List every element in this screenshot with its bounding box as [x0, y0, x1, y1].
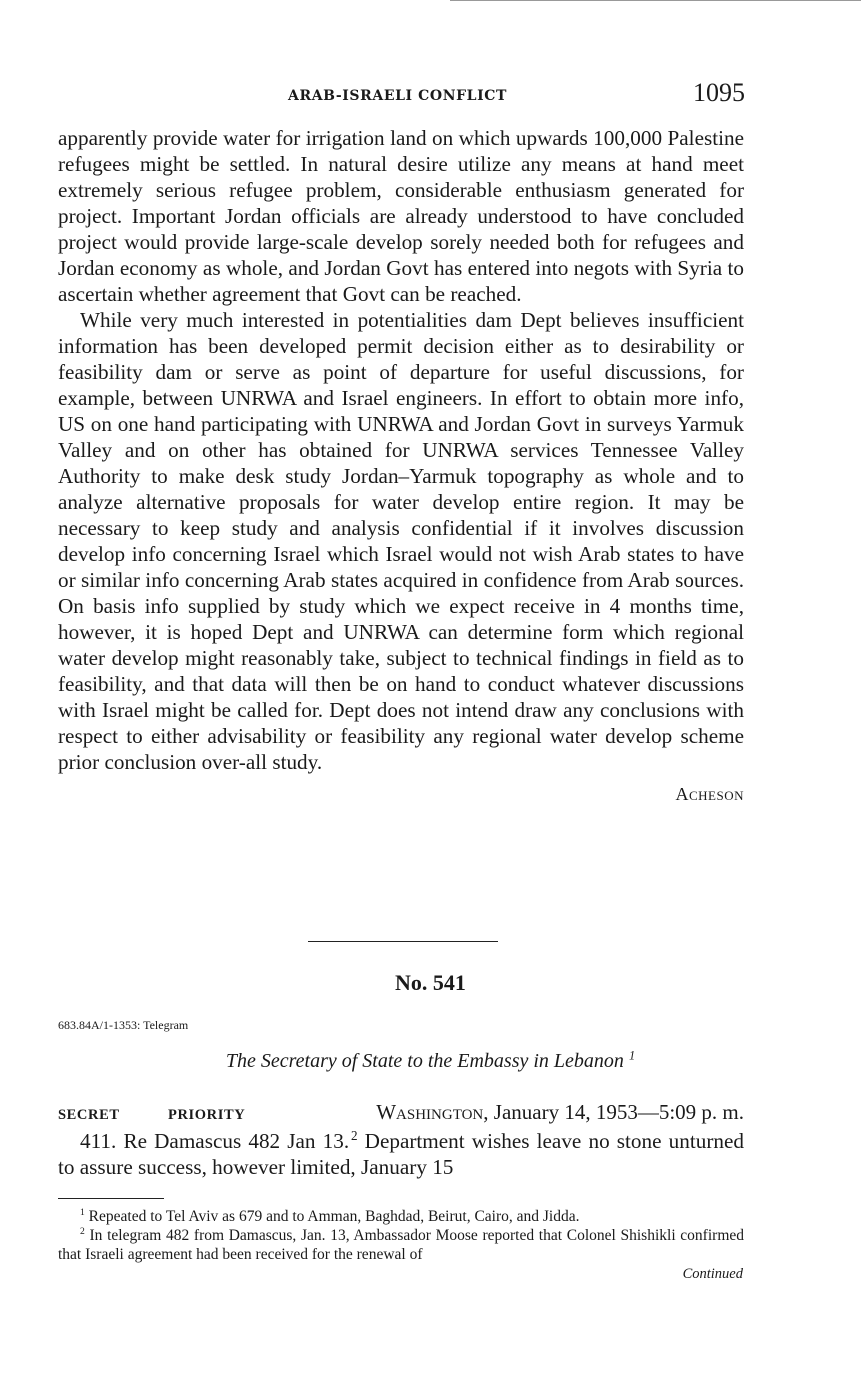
signature: Acheson — [675, 784, 744, 804]
top-edge-rule — [450, 0, 861, 1]
footnote-2-text: In telegram 482 from Damascus, Jan. 13, Ambassador Moose reported that Colonel Shishikli confirmed that Israeli agreement had been received for the renewal of — [58, 1227, 744, 1263]
paragraph-2: While very much interested in potentialities dam Dept believes insufficient information has been developed permit decision either as to desirability or feasibility dam or serve as point of departure for useful discussions, for example, between UNRWA and Israel engineers. In effort to obtain more info, US on one hand participating with UNRWA and Jordan Govt in surveys Yarmuk Valley and on other has obtained for UNRWA services Tennessee Valley Authority to make desk study Jordan–Yarmuk topography as whole and to analyze alternative proposals for water develop entire region. It may be necessary to keep study and analysis confidential if it involves discussion develop info concerning Israel which Israel would not wish Arab states to have or similar info concerning Arab states acquired in confidence from Arab sources. On basis info supplied by study which we expect receive in 4 months time, however, it is hoped Dept and UNRWA can determine form which regional water develop might reasonably take, subject to technical findings in field as to feasibility, and that data will then be on hand to conduct whatever discussions with Israel might be called for. Dept does not intend draw any conclusions with respect to either advisability or feasibility any regional water develop scheme prior conclusion over-all study. — [58, 308, 744, 774]
telegram-start: 411. Re Damascus 482 Jan 13. — [80, 1129, 350, 1153]
telegram-rest: Department wishes leave no stone unturned to assure success, however limited, January 15 — [58, 1129, 744, 1179]
footnote-2-marker: 2 — [80, 1225, 85, 1237]
footnote-1-marker: 1 — [80, 1206, 85, 1218]
telegram-text — [58, 1128, 744, 1180]
document-title — [0, 1050, 861, 1073]
classification: SECRET — [58, 1107, 120, 1123]
footnote-ref-1: 1 — [628, 1048, 636, 1063]
footnote-rule — [58, 1198, 164, 1199]
precedence: PRIORITY — [168, 1107, 246, 1123]
date-time: , January 14, 1953—5:09 p. m. — [483, 1100, 744, 1124]
dateline — [58, 1100, 744, 1125]
body-text — [58, 125, 744, 807]
footnote-2 — [58, 1226, 744, 1264]
running-head: ARAB-ISRAELI CONFLICT — [288, 88, 507, 104]
footnote-1 — [58, 1207, 744, 1226]
city: Washington — [376, 1100, 484, 1124]
page-header — [58, 78, 745, 110]
place-date — [308, 1100, 744, 1125]
footnotes — [58, 1207, 744, 1264]
file-reference: 683.84A/1-1353: Telegram — [58, 1018, 189, 1032]
continued-label: Continued — [682, 1266, 743, 1282]
section-divider — [308, 941, 498, 942]
paragraph-1: apparently provide water for irrigation land on which upwards 100,000 Palestine refugees might be settled. In natural desire utilize any means at hand meet extremely serious refugee problem, considerable enthusiasm generated for project. Important Jordan officials are already understood to have concluded project would provide large-scale develop sorely needed both for refugees and Jordan economy as whole, and Jordan Govt has entered into negots with Syria to ascertain whether agreement that Govt can be reached. — [58, 126, 744, 306]
telegram-paragraph — [58, 1128, 744, 1180]
page-number: 1095 — [693, 78, 745, 107]
footnote-1-text: Repeated to Tel Aviv as 679 and to Amman, Baghdad, Beirut, Cairo, and Jidda. — [84, 1208, 580, 1225]
document-title-text: The Secretary of State to the Embassy in Lebanon — [225, 1050, 624, 1072]
footnote-ref-2: 2 — [350, 1127, 358, 1143]
document-number: No. 541 — [395, 970, 466, 995]
